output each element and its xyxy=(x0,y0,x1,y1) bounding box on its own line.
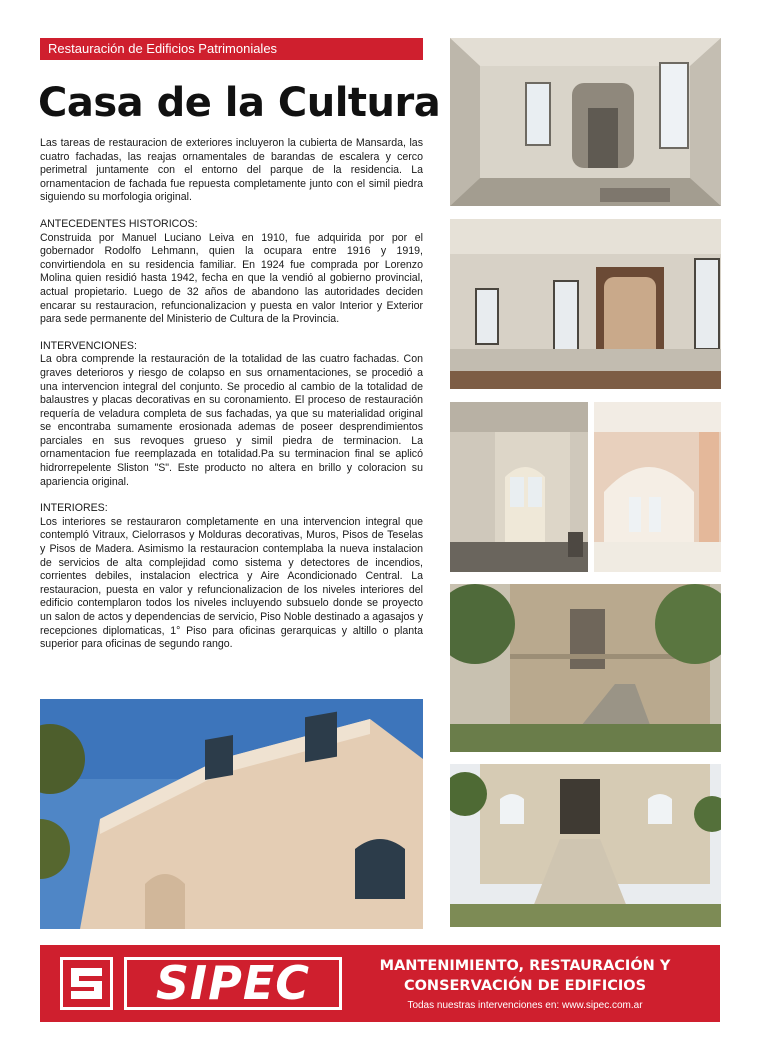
section-banner: Restauración de Edificios Patrimoniales xyxy=(40,38,423,60)
interiores-text: Los interiores se restauraron completamente en una intervencion integral que contempló Vitraux, Cielorrasos y Molduras decorativas, Muros, Pisos de Teselas y Pisos de Madera. Asimismo la restauracion contemplaba la nueva instalacion de servicios de alta complejidad como sistema y detectores de incendios, corrientes debiles, instalacion electrica y Aire Acondicionado Central. La restauracion, puesta en valor y refuncionalizacion de los niveles interiores del edificio contemplaron todos los niveles incluyendo subsuelo donde se proyecto un salon de actos y dependencias de servicio, Piso Noble destinado a agasajos y recepciones diplomaticas, 1° Piso para oficinas gerarquicas y altillo o planta superior para oficinas de segundo rango. xyxy=(40,515,423,651)
photo-exterior-side-stairs xyxy=(450,584,721,752)
photo-interior-hall xyxy=(450,38,721,206)
footer-banner xyxy=(40,945,720,1022)
photo-interior-vitraux xyxy=(450,219,721,389)
intervenciones-section xyxy=(40,340,423,490)
logo-icon xyxy=(60,957,113,1010)
photo-exterior-front-stairs xyxy=(450,764,721,927)
intervenciones-heading: INTERVENCIONES: xyxy=(40,339,137,352)
footer-website[interactable]: Todas nuestras intervenciones en: www.sipec.com.ar xyxy=(407,1000,643,1011)
interiores-section xyxy=(40,502,423,652)
antecedentes-section xyxy=(40,218,423,327)
logo-wordmark: SIPEC xyxy=(124,957,342,1010)
page-title: Casa de la Cultura xyxy=(38,80,441,126)
antecedentes-heading: ANTECEDENTES HISTORICOS: xyxy=(40,217,198,230)
photo-interior-pink-room xyxy=(594,402,721,572)
photo-exterior-facade xyxy=(40,699,423,929)
intro-paragraph: Las tareas de restauracion de exteriores incluyeron la cubierta de Mansarda, las cuatro fachadas, las reajas ornamentales de barandas de escalera y cerco perimetral juntamente con el entorno del parque de la residencia. La ornamentacion de fachada fue repuesta completamente junto con el simil piedra siguiendo su morfologia original. xyxy=(40,137,423,204)
antecedentes-text: Construida por Manuel Luciano Leiva en 1910, fue adquirida por por el gobernador Rodolfo Lehmann, quien la ocupara entre 1916 y 1919, convirtiendola en su residencia familiar. En 1924 fue comprada por Lorenzo Molina quien residió hasta 1942, fecha en que la vendió al gobierno provincial, actual propietario. Luego de 32 años de abandono las autoridades deciden encarar su restauracion, refuncionalizacion y puesta en valor Interior y Exterior para sede permanente del Ministerio de Cultura de la Provincia. xyxy=(40,231,423,326)
interiores-heading: INTERIORES: xyxy=(40,502,108,515)
photo-interior-arches xyxy=(450,402,588,572)
article-body xyxy=(40,137,423,665)
footer-headline: MANTENIMIENTO, RESTAURACIÓN Y CONSERVACIÓN DE EDIFICIOS xyxy=(379,958,671,994)
intervenciones-text: La obra comprende la restauración de la totalidad de las cuatro fachadas. Con graves deterioros y riesgo de colapso en sus ornamentaciones, se procedió a una intervencion integral del conjunto. Se procedio al cambio de la totalidad de balaustres y placas decorativas en su coronamiento. El proceso de restauración requería de veladura completa de sus fachadas, ya que su materialidad original se encontraba sumamente erosionada ademas de poseer desprendimientos parciales en sus revoques grueso y simil piedra de terminacion. La ornamentacion fue reemplazada en totalidad.Pa su terminacion final se aplicó hidrorrepelente Sliston "S". Este producto no altera en brillo y coloracion su apariencia original. xyxy=(40,353,423,488)
